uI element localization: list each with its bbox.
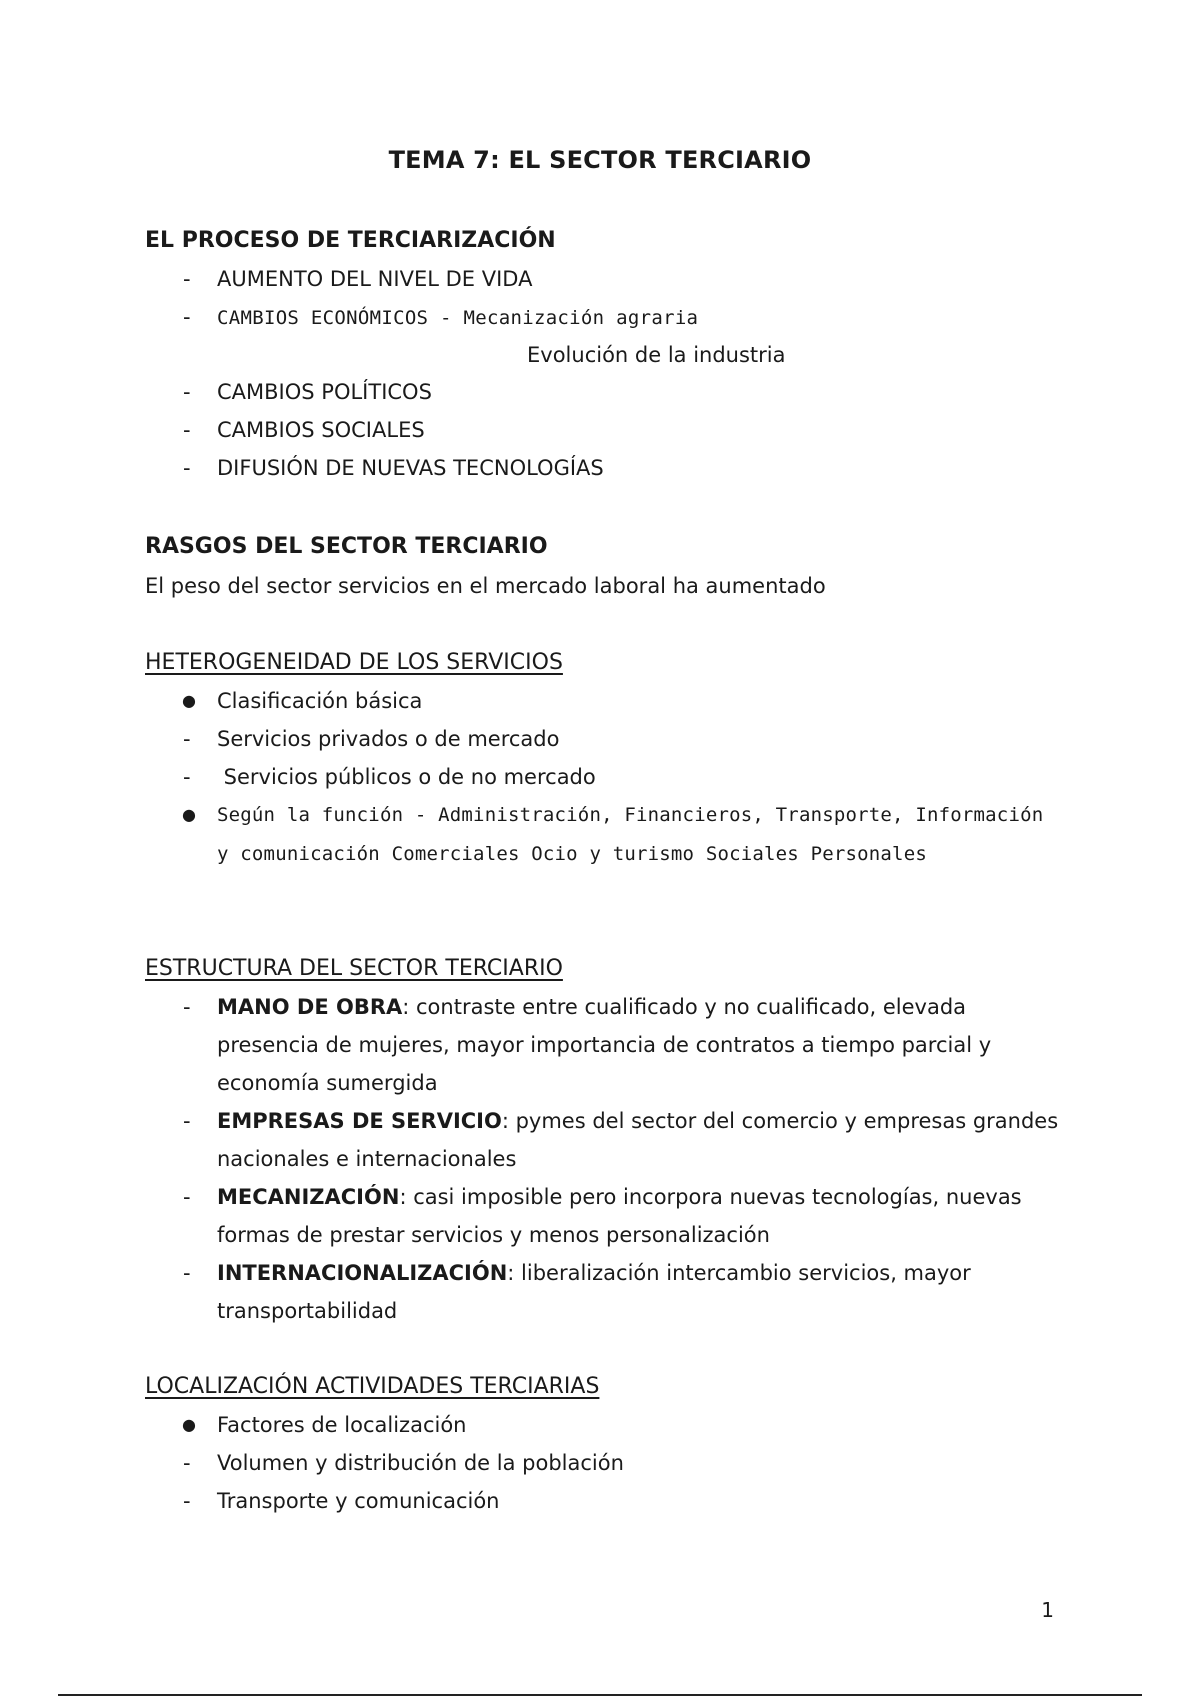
list-item-text: CAMBIOS SOCIALES xyxy=(217,418,425,442)
dash-marker: - xyxy=(183,1261,191,1285)
dash-marker: - xyxy=(183,380,191,404)
list-item xyxy=(145,720,1065,758)
dash-marker: - xyxy=(183,1489,191,1513)
list-item-text: Volumen y distribución de la población xyxy=(217,1451,624,1475)
list-item-continuation: Evolución de la industria xyxy=(527,343,786,367)
page-number: 1 xyxy=(1041,1598,1054,1622)
dash-marker: - xyxy=(183,1185,191,1209)
list-item xyxy=(145,988,1065,1102)
terciarizacion-list xyxy=(145,260,1065,487)
footer-divider xyxy=(58,1694,1142,1696)
list-item-term: EMPRESAS DE SERVICIO xyxy=(217,1109,502,1133)
list-item-text: DIFUSIÓN DE NUEVAS TECNOLOGÍAS xyxy=(217,456,604,480)
list-item xyxy=(145,449,1065,487)
dash-marker: - xyxy=(183,727,191,751)
list-item xyxy=(145,1406,1065,1444)
list-item-text: Servicios públicos o de no mercado xyxy=(217,765,596,789)
list-item xyxy=(145,298,1065,373)
list-item-text: Transporte y comunicación xyxy=(217,1489,500,1513)
list-item-text: Clasificación básica xyxy=(217,689,423,713)
dash-marker: - xyxy=(183,1109,191,1133)
list-item xyxy=(145,1444,1065,1482)
list-item-text: : contraste entre cualificado y no cualificado, elevada presencia de mujeres, mayor importancia de contratos a tiempo parcial y economía sumergida xyxy=(217,995,992,1095)
dash-marker: - xyxy=(183,267,191,291)
section-terciarizacion xyxy=(145,226,1065,487)
list-item xyxy=(145,411,1065,449)
bullet-marker: ● xyxy=(182,1415,196,1434)
list-item-text: : pymes del sector del comercio y empresas grandes nacionales e internacionales xyxy=(217,1109,1059,1171)
list-item xyxy=(145,1102,1065,1178)
section-estructura xyxy=(145,954,1065,1330)
list-item-text: CAMBIOS ECONÓMICOS - Mecanización agraria xyxy=(217,307,699,329)
estructura-list xyxy=(145,988,1065,1330)
section-subheading: LOCALIZACIÓN ACTIVIDADES TERCIARIAS xyxy=(145,1374,600,1399)
dash-marker: - xyxy=(183,1451,191,1475)
list-item xyxy=(145,758,1065,796)
dash-marker: - xyxy=(183,418,191,442)
list-item xyxy=(145,373,1065,411)
list-item xyxy=(145,260,1065,298)
list-item-term: MANO DE OBRA xyxy=(217,995,403,1019)
section-localizacion xyxy=(145,1372,1065,1520)
list-item-text: : casi imposible pero incorpora nuevas tecnologías, nuevas formas de prestar servicios y menos personalización xyxy=(217,1185,1022,1247)
section-subheading: ESTRUCTURA DEL SECTOR TERCIARIO xyxy=(145,956,563,981)
list-item-text: Según la función - Administración, Financieros, Transporte, Información y comunicación Comerciales Ocio y turismo Sociales Personales xyxy=(217,804,1044,865)
list-item-text: CAMBIOS POLÍTICOS xyxy=(217,380,432,404)
section-heading: EL PROCESO DE TERCIARIZACIÓN xyxy=(145,228,556,253)
section-heterogeneidad xyxy=(145,648,1065,874)
section-paragraph: El peso del sector servicios en el mercado laboral ha aumentado xyxy=(145,574,826,598)
localizacion-list xyxy=(145,1406,1065,1520)
dash-marker: - xyxy=(183,456,191,480)
heterogeneidad-list xyxy=(145,682,1065,874)
list-item xyxy=(145,682,1065,720)
bullet-marker: ● xyxy=(182,805,196,824)
list-item xyxy=(145,1254,1065,1330)
dash-marker: - xyxy=(183,995,191,1019)
list-item-term: MECANIZACIÓN xyxy=(217,1185,400,1209)
section-rasgos xyxy=(145,532,1065,601)
bullet-marker: ● xyxy=(182,691,196,710)
dash-marker: - xyxy=(183,765,191,789)
section-heading: RASGOS DEL SECTOR TERCIARIO xyxy=(145,534,548,559)
list-item-text: AUMENTO DEL NIVEL DE VIDA xyxy=(217,267,533,291)
list-item-text: Factores de localización xyxy=(217,1413,467,1437)
dash-marker: - xyxy=(183,305,191,329)
document-title: TEMA 7: EL SECTOR TERCIARIO xyxy=(388,146,812,174)
section-subheading: HETEROGENEIDAD DE LOS SERVICIOS xyxy=(145,650,563,675)
list-item-text: Servicios privados o de mercado xyxy=(217,727,560,751)
list-item-term: INTERNACIONALIZACIÓN xyxy=(217,1261,508,1285)
list-item-text: : liberalización intercambio servicios, mayor transportabilidad xyxy=(217,1261,971,1323)
list-item xyxy=(145,1482,1065,1520)
list-item xyxy=(145,796,1065,874)
list-item xyxy=(145,1178,1065,1254)
